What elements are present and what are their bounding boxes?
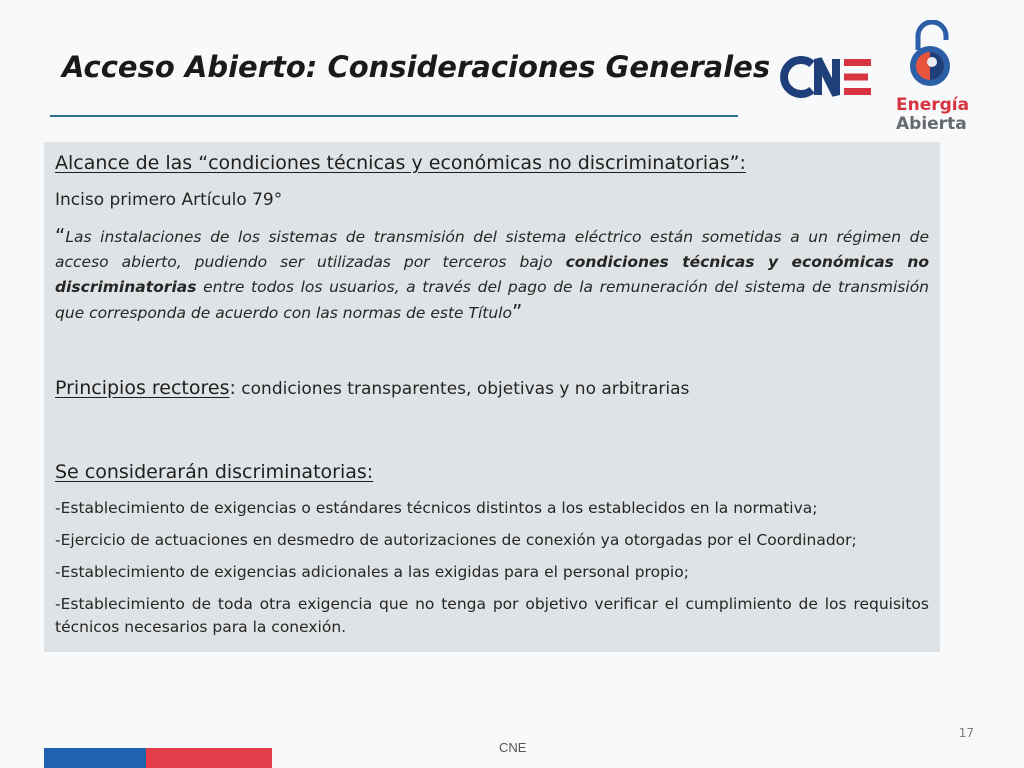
discriminatory-heading: Se considerarán discriminatorias: (55, 461, 374, 483)
quote-text-part1: Las instalaciones de los sistemas de transmisión del sistema eléctrico están sometidas a un régimen de acceso abierto, pudiendo ser utilizadas por terceros bajo (55, 228, 929, 271)
content-box (44, 142, 940, 652)
article-reference: Inciso primero Artículo 79° (55, 190, 283, 210)
footer-label: CNE (499, 740, 527, 755)
energia-abierta-logo (896, 20, 976, 134)
article-quote (55, 224, 929, 326)
quote-open-mark: “ (55, 224, 66, 248)
quote-bold-text: condiciones técnicas y económicas no discriminatorias (55, 253, 929, 296)
open-lock-icon (896, 20, 976, 92)
principles-text: condiciones transparentes, objetivas y no arbitrarias (235, 379, 690, 399)
footer-red-bar (146, 748, 272, 768)
footer-blue-bar (44, 748, 146, 768)
slide-title: Acceso Abierto: Consideraciones Generales (62, 50, 771, 84)
quote-text-part2: entre todos los usuarios, a través del pago de la remuneración del sistema de transmisión que corresponda de acuerdo con las normas de este Título (55, 278, 929, 322)
list-item: -Establecimiento de exigencias o estándares técnicos distintos a los establecidos en la normativa; (55, 499, 818, 517)
list-item: -Establecimiento de exigencias adicionales a las exigidas para el personal propio; (55, 563, 689, 581)
energia-logo-text: Energía (896, 95, 970, 115)
title-underline-rule (50, 115, 738, 117)
discriminatory-list (55, 497, 929, 648)
principles-line (55, 377, 689, 399)
abierta-logo-text: Abierta (896, 114, 967, 134)
cne-logo (776, 56, 874, 98)
principles-heading: Principios rectores (55, 377, 230, 399)
quote-close-mark: ” (511, 300, 523, 324)
page-number: 17 (958, 726, 974, 740)
list-item: -Ejercicio de actuaciones en desmedro de autorizaciones de conexión ya otorgadas por el Coordinador; (55, 531, 857, 549)
list-item: -Establecimiento de toda otra exigencia que no tenga por objetivo verificar el cumplimiento de los requisitos técnicos necesarios para la conexión. (55, 595, 929, 636)
scope-heading: Alcance de las “condiciones técnicas y económicas no discriminatorias”: (55, 152, 746, 174)
principles-colon: : (229, 377, 236, 399)
